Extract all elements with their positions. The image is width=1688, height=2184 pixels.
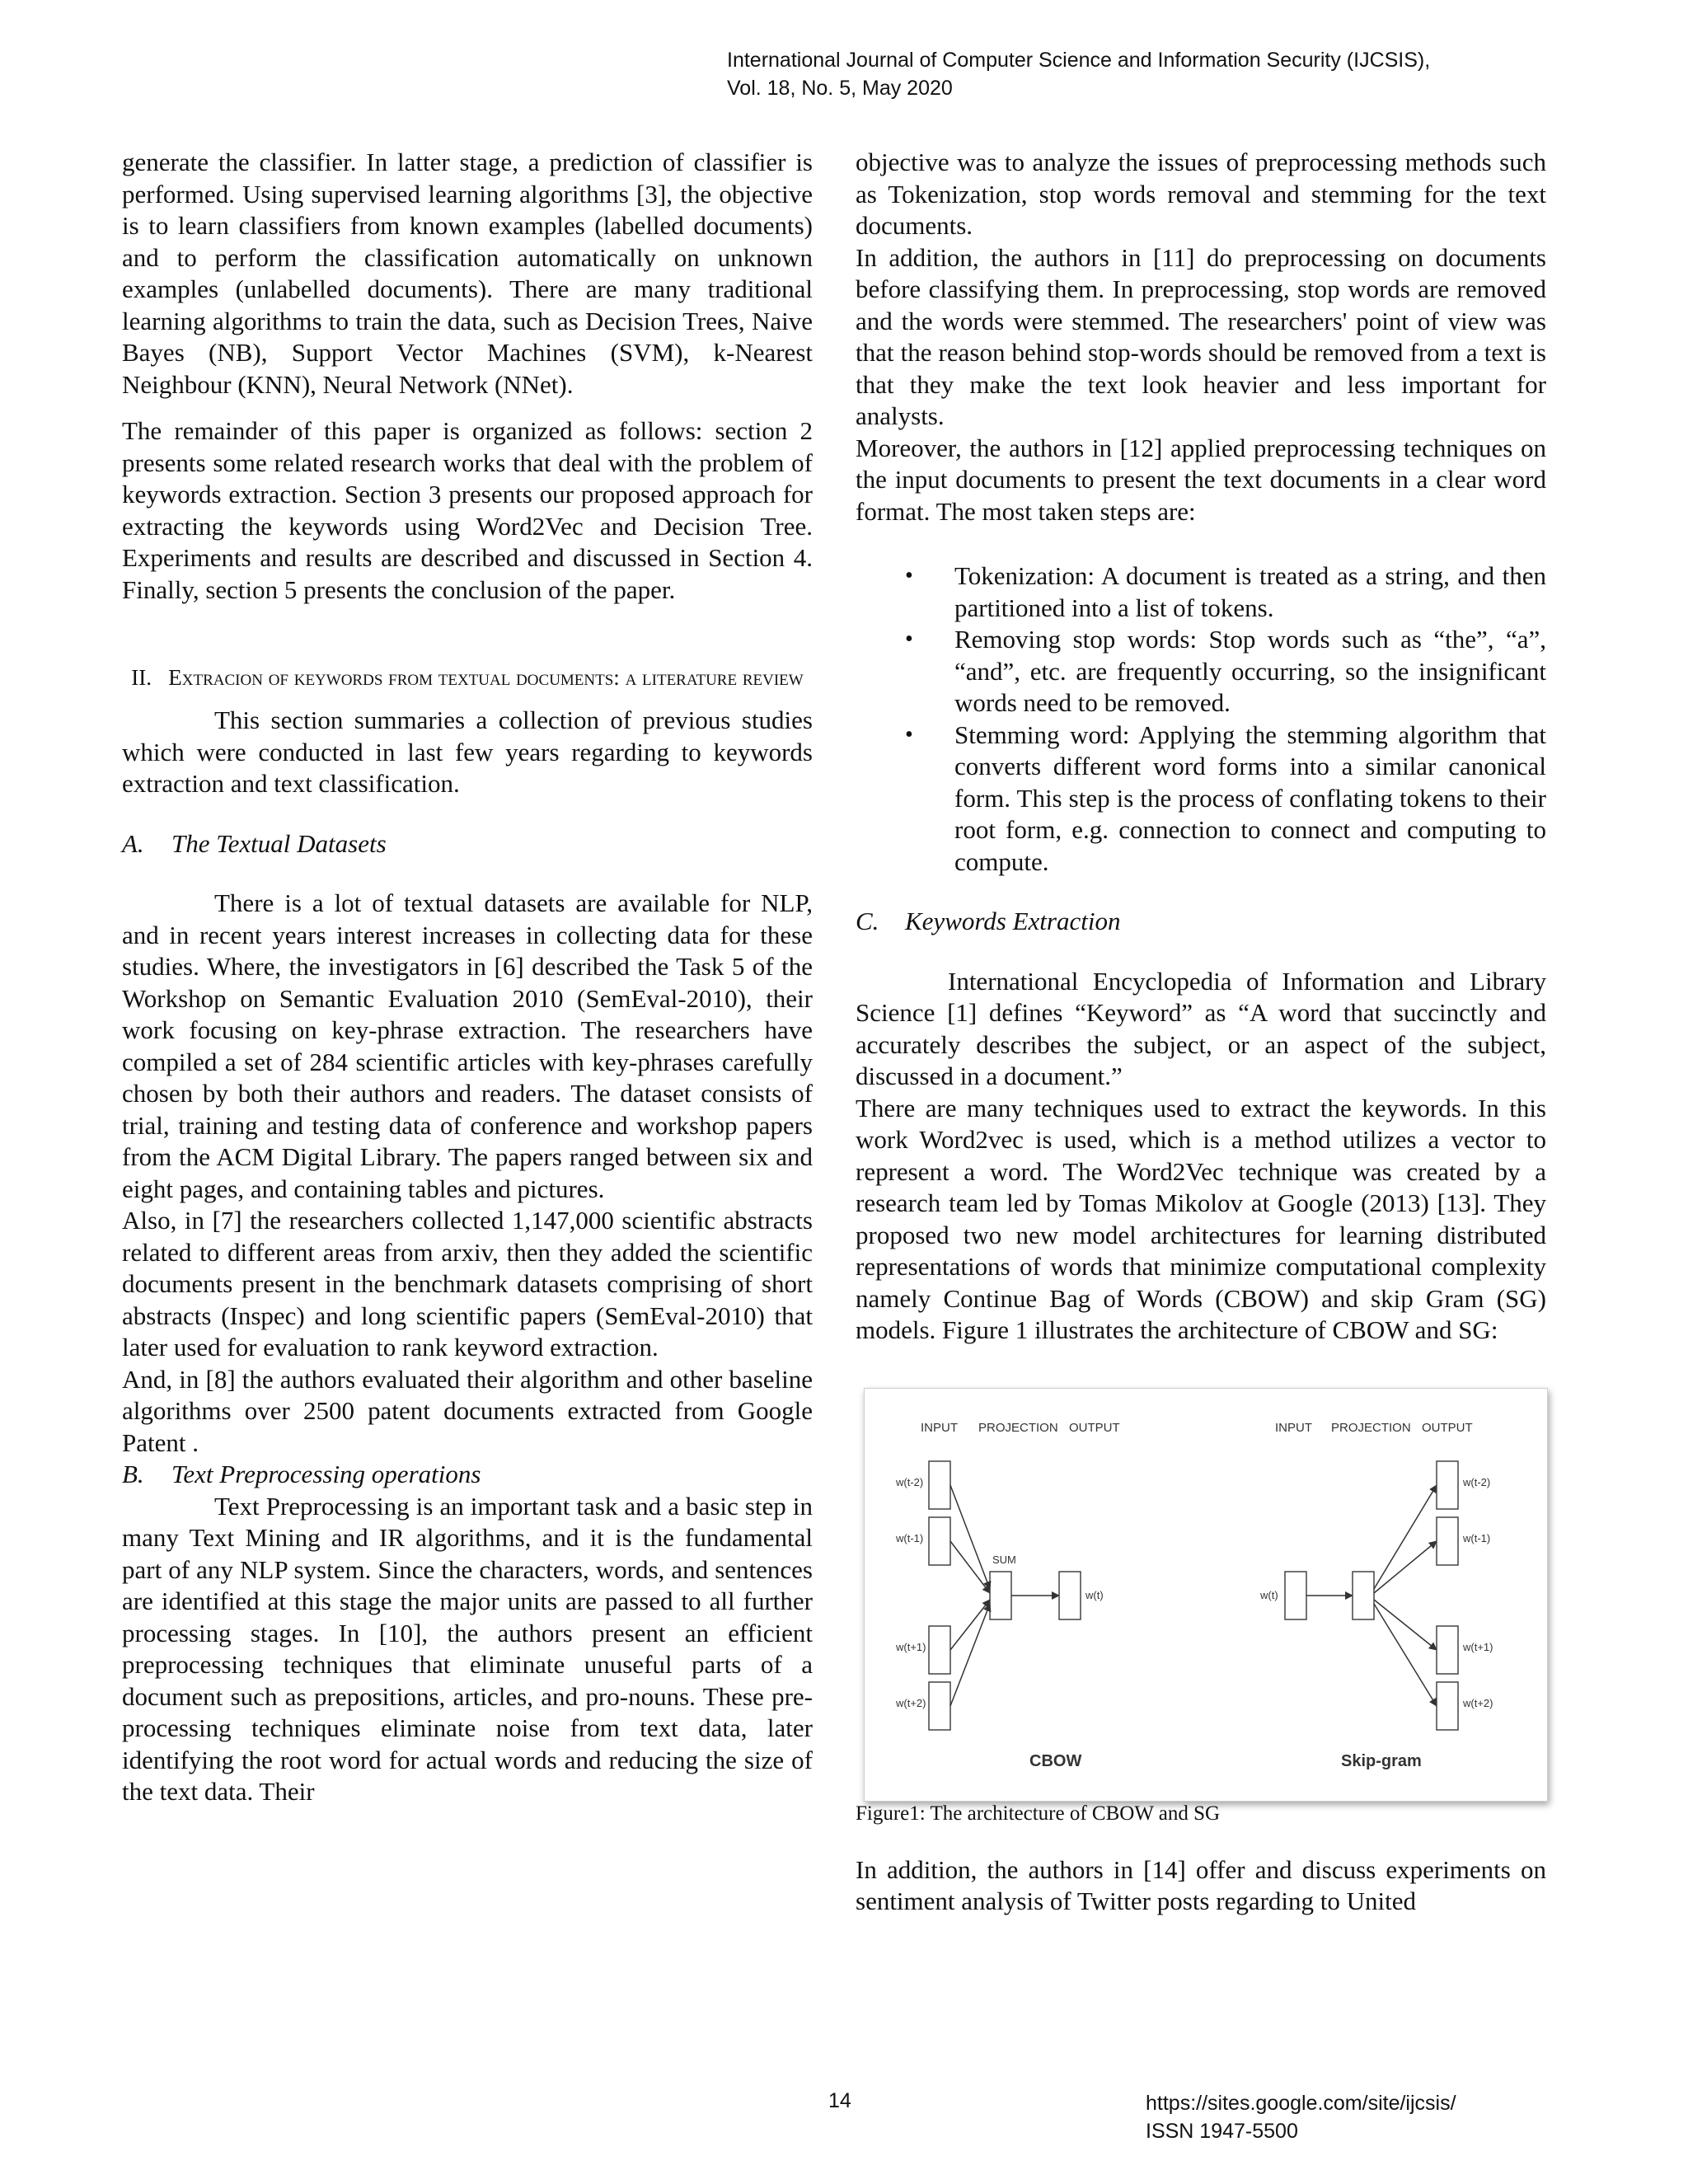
- sg-output-box: [1437, 1517, 1458, 1565]
- paragraph: generate the classifier. In latter stage, a prediction of classifier is performed. Using supervised learning algorithms [3], the objective is to learn classifiers from known examples (labelled documents) and to perform the classification automatically on unknown examples (unlabelled documents). There are many traditional learning algorithms to train the data, such as Decision Trees, Naive Bayes (NB), Support Vector Machines (SVM), k-Nearest Neighbour (KNN), Neural Network (NNet).: [122, 148, 813, 399]
- cbow-sum-label: SUM: [992, 1553, 1016, 1566]
- paragraph: There are many techniques used to extract the keywords. In this work Word2vec is used, which is a method utilizes a vector to represent a word. The Word2Vec technique was created by a research team led by Tomas Mikolov at Google (2013) [13]. They proposed two new model architectures for learning distributed representations of words that minimize computational complexity namely Continue Bag of Words (CBOW) and skip Gram (SG) models. Figure 1 illustrates the architecture of CBOW and SG:: [856, 1093, 1546, 1344]
- list-item: [856, 624, 1546, 719]
- bullet-icon: •: [905, 626, 913, 652]
- list-item: [856, 719, 1546, 879]
- section-heading: [122, 663, 813, 691]
- section-title: Extracion of keywords from textual documents: a literature review: [168, 665, 804, 690]
- cbow-output-word: w(t): [1085, 1588, 1104, 1601]
- paragraph: objective was to analyze the issues of preprocessing methods such as Tokenization, stop words removal and stemming for the text documents.: [856, 148, 1546, 240]
- page-number: 14: [828, 2089, 851, 2112]
- paragraph: In addition, the authors in [11] do preprocessing on documents before classifying them. In preprocessing, stop words are removed and the words were stemmed. The researchers' point of view was that the reason behind stop-words should be removed from a text is that they make the text look heavier and less important for analysts.: [856, 242, 1546, 430]
- sg-output-label: OUTPUT: [1422, 1420, 1473, 1435]
- subsection-label: C.: [856, 907, 879, 935]
- subsection-title: Text Preprocessing operations: [171, 1460, 481, 1488]
- sg-word-label: w(t+1): [1463, 1640, 1493, 1653]
- bullet-icon: •: [905, 563, 913, 588]
- journal-header: [727, 46, 1634, 102]
- subsection-heading: [122, 828, 813, 860]
- list-item: [856, 560, 1546, 624]
- bullet-icon: •: [905, 721, 913, 748]
- arrow: [1374, 1485, 1437, 1589]
- cbow-title: CBOW: [1029, 1751, 1082, 1770]
- arrow: [1374, 1541, 1437, 1593]
- sg-word-label: w(t+2): [1463, 1696, 1493, 1709]
- paragraph: There is a lot of textual datasets are available for NLP, and in recent years interest increases in collecting data for these studies. Where, the investigators in [6] described the Task 5 of the Workshop on Semantic Evaluation 2010 (SemEval-2010), their work focusing on key-phrase extraction. The researchers have compiled a set of 284 scientific articles with key-phrases carefully chosen by both their authors and readers. The dataset consists of trial, training and testing data of conference and workshop papers from the ACM Digital Library. The papers ranged between six and eight pages, and containing tables and pictures.: [122, 888, 813, 1203]
- cbow-input-box: [929, 1517, 950, 1565]
- sg-input-box: [1285, 1572, 1306, 1619]
- sg-word-label: w(t-2): [1463, 1475, 1491, 1488]
- figure-caption: Figure1: The architecture of CBOW and SG: [856, 1802, 1221, 1825]
- arrow: [950, 1541, 990, 1593]
- cbow-projection-label: PROJECTION: [978, 1420, 1058, 1435]
- paragraph: Moreover, the authors in [12] applied preprocessing techniques on the input documents to present the text documents in a clear word format. The most taken steps are:: [856, 433, 1546, 526]
- journal-volume: Vol. 18, No. 5, May 2020: [727, 77, 953, 100]
- arrow: [1374, 1604, 1437, 1706]
- cbow-input-box: [929, 1461, 950, 1509]
- subsection-title: Keywords Extraction: [905, 907, 1121, 935]
- cbow-word-label: w(t-1): [896, 1531, 924, 1544]
- paragraph: In addition, the authors in [14] offer and discuss experiments on sentiment analysis of Twitter posts regarding to United: [856, 1854, 1546, 1915]
- cbow-word-label: w(t-2): [896, 1475, 924, 1488]
- list-item-text: Stemming word: Applying the stemming algorithm that converts different word forms into a similar canonical form. This step is the process of conflating tokens to their root form, e.g. connection to connect and computing to compute.: [954, 719, 1546, 876]
- paragraph: Text Preprocessing is an important task and a basic step in many Text Mining and IR algorithms, and it is the fundamental part of any NLP system. Since the characters, words, and sentences are identified at this stage the major units are passed to all further processing stages. In [10], the authors present an efficient preprocessing techniques that eliminate unuseful parts of a document such as prepositions, articles, and pro-nouns. These pre-processing techniques eliminate noise from text data, later identifying the root word for actual words and reducing the size of the text data. Their: [122, 1491, 813, 1806]
- subsection-label: B.: [122, 1460, 144, 1488]
- section-number: II.: [131, 665, 152, 690]
- bullet-list: [856, 560, 1546, 878]
- cbow-input-box: [929, 1626, 950, 1674]
- paragraph: This section summaries a collection of previous studies which were conducted in last few years regarding to keywords extraction and text classification.: [122, 705, 813, 798]
- arrow: [950, 1604, 990, 1706]
- figure-cbow-sg: [864, 1388, 1548, 1802]
- sg-projection-label: PROJECTION: [1331, 1420, 1411, 1435]
- sg-input-label: INPUT: [1275, 1420, 1312, 1435]
- list-item-text: Tokenization: A document is treated as a string, and then partitioned into a list of tokens.: [954, 561, 1546, 622]
- sg-word-label: w(t-1): [1463, 1531, 1491, 1544]
- arrow: [1374, 1600, 1437, 1650]
- footer-issn: ISSN 1947-5500: [1146, 2120, 1298, 2143]
- arrow: [950, 1600, 990, 1650]
- journal-title: International Journal of Computer Science and Information Security (IJCSIS),: [727, 49, 1431, 72]
- cbow-input-box: [929, 1682, 950, 1730]
- cbow-output-box: [1059, 1572, 1081, 1619]
- subsection-heading: [856, 906, 1546, 938]
- subsection-heading: [122, 1459, 813, 1491]
- paragraph: The remainder of this paper is organized as follows: section 2 presents some related research works that deal with the problem of keywords extraction. Section 3 presents our proposed approach for extracting the keywords using Word2Vec and Decision Tree. Experiments and results are described and discussed in Section 4. Finally, section 5 presents the conclusion of the paper.: [122, 416, 813, 604]
- footer-url: https://sites.google.com/site/ijcsis/: [1146, 2092, 1456, 2115]
- paragraph: Also, in [7] the researchers collected 1,147,000 scientific abstracts related to different areas from arxiv, then they added the scientific documents present in the benchmark datasets comprising of short abstracts (Inspec) and long scientific papers (SemEval-2010) that later used for evaluation to rank keyword extraction.: [122, 1206, 813, 1361]
- sg-projection-box: [1353, 1572, 1374, 1619]
- subsection-title: The Textual Datasets: [171, 828, 387, 858]
- footer-info: [1146, 2089, 1456, 2145]
- cbow-output-label: OUTPUT: [1069, 1420, 1120, 1435]
- paragraph: And, in [8] the authors evaluated their algorithm and other baseline algorithms over 2500 patent documents extracted from Google Patent .: [122, 1364, 813, 1457]
- sg-title: Skip-gram: [1341, 1751, 1422, 1770]
- cbow-word-label: w(t+2): [896, 1696, 926, 1709]
- left-column: [122, 147, 813, 1808]
- cbow-input-label: INPUT: [921, 1420, 958, 1435]
- architecture-diagram: [865, 1389, 1547, 1801]
- sg-output-box: [1437, 1461, 1458, 1509]
- subsection-label: A.: [122, 828, 144, 858]
- sg-output-box: [1437, 1626, 1458, 1674]
- sg-input-word: w(t): [1260, 1588, 1278, 1601]
- cbow-projection-box: [990, 1572, 1011, 1619]
- cbow-word-label: w(t+1): [896, 1640, 926, 1653]
- sg-output-box: [1437, 1682, 1458, 1730]
- list-item-text: Removing stop words: Stop words such as “the”, “a”, “and”, etc. are frequently occurring, so the insignificant words need to be removed.: [954, 625, 1546, 717]
- paragraph: International Encyclopedia of Information and Library Science [1] defines “Keyword” as “A word that succinctly and accurately describes the subject, or an aspect of the subject, discussed in a document.”: [856, 966, 1546, 1090]
- arrow: [950, 1485, 990, 1589]
- right-column: [856, 147, 1546, 1918]
